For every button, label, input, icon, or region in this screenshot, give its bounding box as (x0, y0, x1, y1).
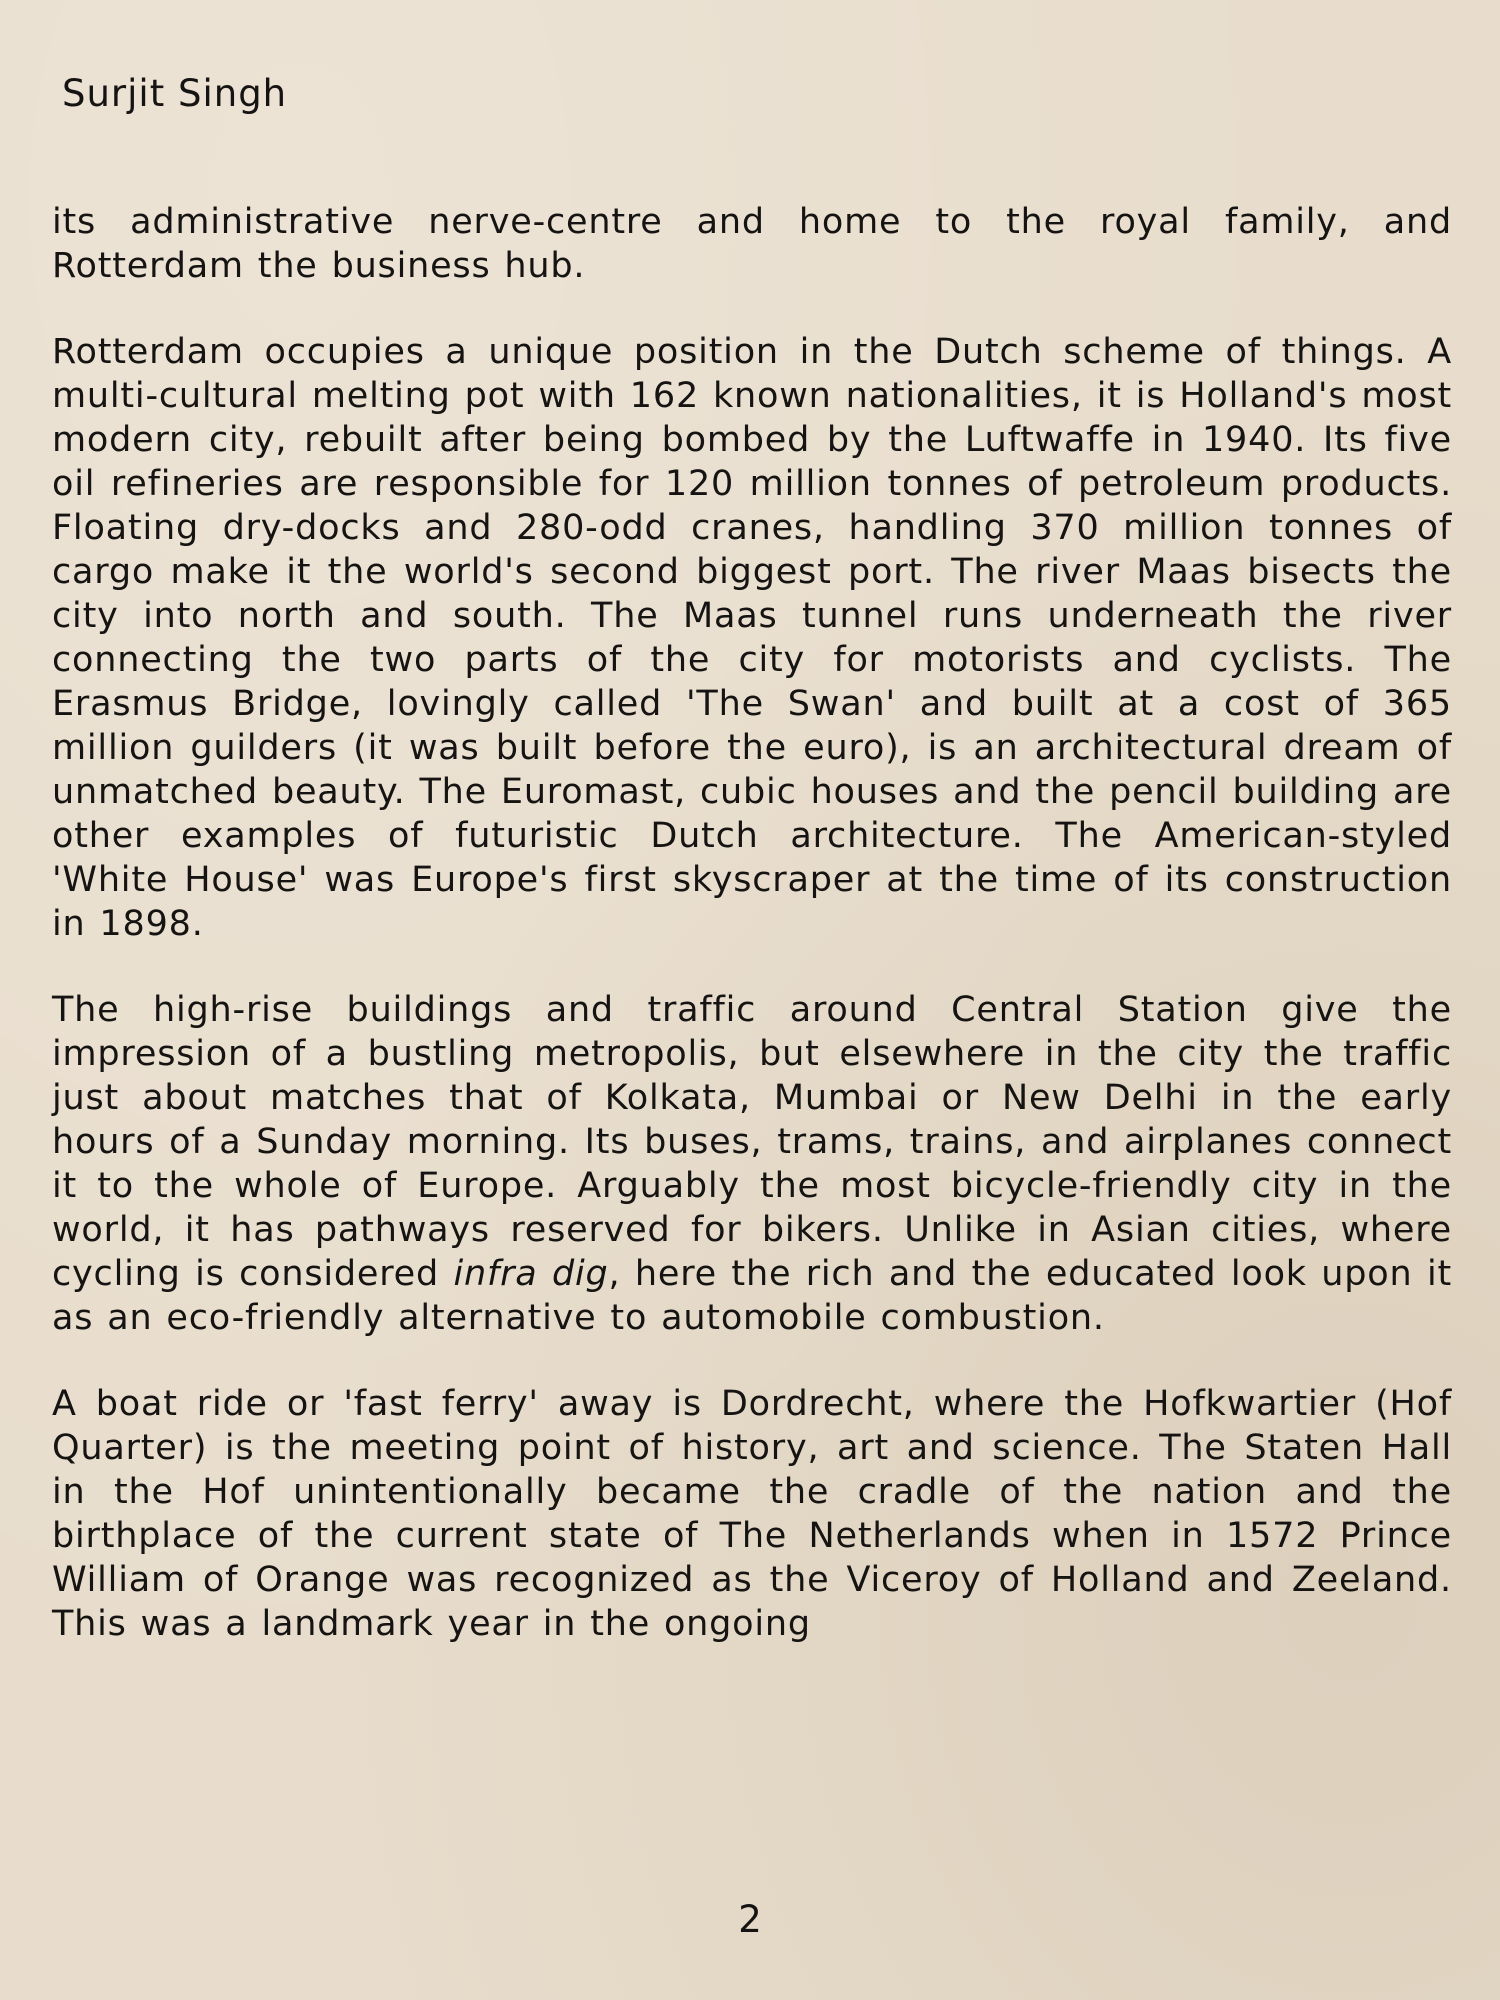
page-number: 2 (738, 1898, 762, 1941)
paragraph-3-text-before: The high-rise buildings and traffic around Central Station give the impression of a bustling metropolis, but elsewhere in the city the traffic just about matches that of Kolkata, Mumbai or New Delhi in the early hours of a Sunday morning. Its buses, trams, trains, and airplanes connect it to the whole of Europe. Arguably the most bicycle-friendly city in the world, it has pathways reserved for bikers. Unlike in Asian cities, where cycling is considered (52, 990, 1452, 1294)
paragraph-4: A boat ride or 'fast ferry' away is Dordrecht, where the Hofkwartier (Hof Quarter) is the meeting point of history, art and science. The Staten Hall in the Hof unintentionally became the cradle of the nation and the birthplace of the current state of The Netherlands when in 1572 Prince William of Orange was recognized as the Viceroy of Holland and Zeeland. This was a landmark year in the ongoing (52, 1384, 1452, 1644)
paragraph-3 (52, 988, 1452, 1340)
paragraph-1: its administrative nerve-centre and home to the royal family, and Rotterdam the business hub. (52, 202, 1452, 286)
paragraph-2: Rotterdam occupies a unique position in the Dutch scheme of things. A multi-cultural melting pot with 162 known nationalities, it is Holland's most modern city, rebuilt after being bombed by the Luftwaffe in 1940. Its five oil refineries are responsible for 120 million tonnes of petroleum products. Floating dry-docks and 280-odd cranes, handling 370 million tonnes of cargo make it the world's second biggest port. The river Maas bisects the city into north and south. The Maas tunnel runs underneath the river connecting the two parts of the city for motorists and cyclists. The Erasmus Bridge, lovingly called 'The Swan' and built at a cost of 365 million guilders (it was built before the euro), is an architectural dream of unmatched beauty. The Euromast, cubic houses and the pencil building are other examples of futuristic Dutch architecture. The American-styled 'White House' was Europe's first skyscraper at the time of its construction in 1898. (52, 332, 1452, 944)
paragraph-3-text-after: , here the rich and the educated look upon it as an eco-friendly alternative to automobile combustion. (52, 1254, 1452, 1338)
running-head-author: Surjit Singh (62, 72, 288, 115)
paragraph-3-italic-phrase: infra dig (453, 1254, 609, 1294)
body-text (52, 200, 1452, 1646)
